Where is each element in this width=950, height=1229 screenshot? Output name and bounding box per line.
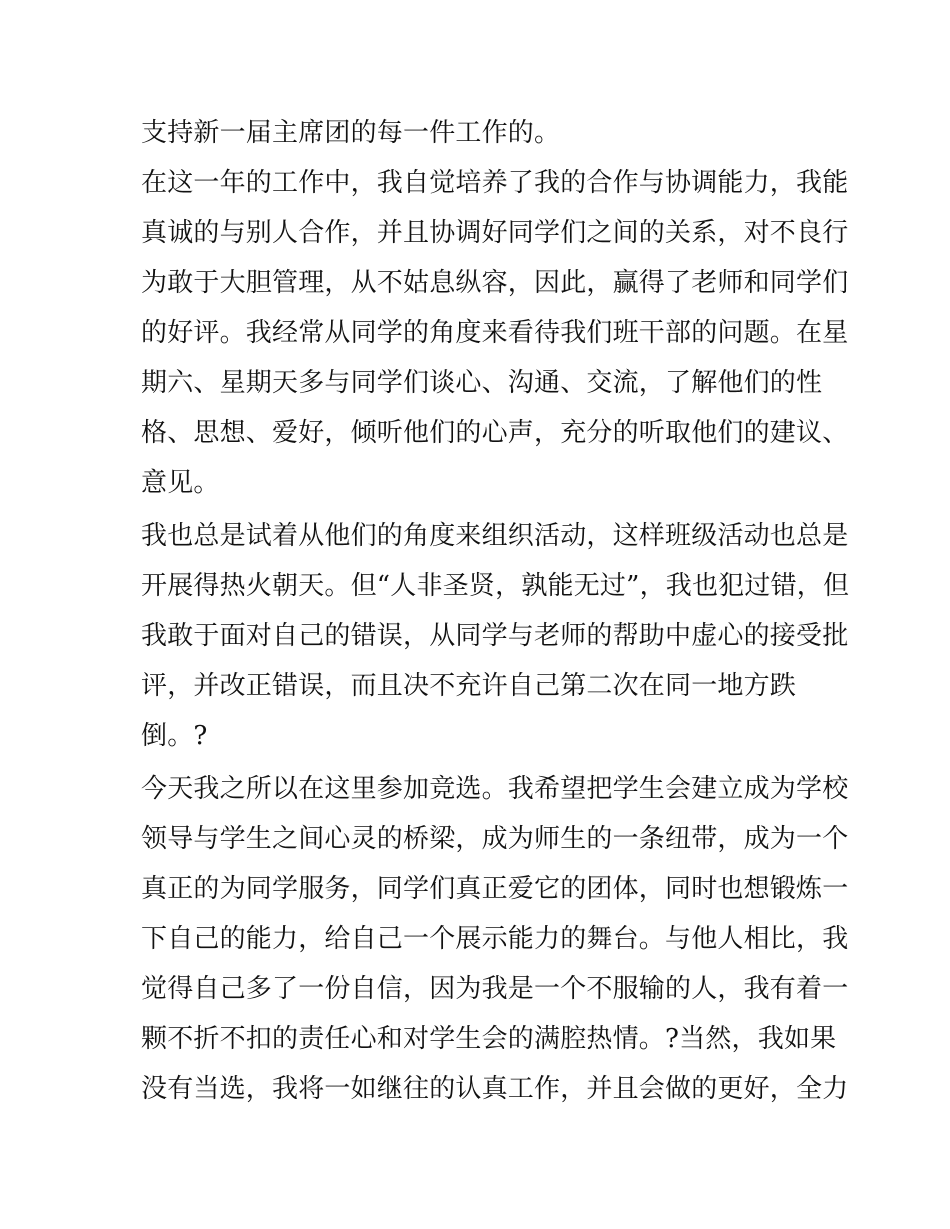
text-line: 真正的为同学服务，同学们真正爱它的团体，同时也想锻炼一 [141, 874, 849, 904]
text-line: 领导与学生之间心灵的桥梁，成为师生的一条纽带，成为一个 [141, 824, 849, 854]
text-line: 期六、星期天多与同学们谈心、沟通、交流，了解他们的性 [141, 368, 823, 398]
text-line: 意见。 [141, 468, 220, 498]
text-line: 我敢于面对自己的错误，从同学与老师的帮助中虚心的接受批 [141, 621, 849, 651]
text-line: 在这一年的工作中，我自觉培养了我的合作与协调能力，我能 [141, 168, 849, 198]
text-line: 格、思想、爱好，倾听他们的心声，充分的听取他们的建议、 [141, 418, 849, 448]
text-line: 我也总是试着从他们的角度来组织活动，这样班级活动也总是 [141, 521, 849, 551]
text-line: 没有当选，我将一如继往的认真工作，并且会做的更好，全力 [141, 1074, 849, 1104]
text-line: 开展得热火朝天。但“人非圣贤，孰能无过”，我也犯过错，但 [141, 571, 850, 601]
text-line: 今天我之所以在这里参加竞选。我希望把学生会建立成为学校 [141, 774, 849, 804]
text-line: 评，并改正错误，而且决不充许自己第二次在同一地方跌 [141, 671, 797, 701]
text-line: 觉得自己多了一份自信，因为我是一个不服输的人，我有着一 [141, 974, 849, 1004]
text-line: 为敢于大胆管理，从不姑息纵容，因此，赢得了老师和同学们 [141, 268, 849, 298]
text-line: 支持新一届主席团的每一件工作的。 [141, 118, 561, 148]
text-line: 倒。? [141, 721, 208, 751]
text-line: 真诚的与别人合作，并且协调好同学们之间的关系，对不良行 [141, 218, 849, 248]
text-line: 颗不折不扣的责任心和对学生会的满腔热情。?当然，我如果 [141, 1024, 837, 1054]
text-line: 下自己的能力，给自己一个展示能力的舞台。与他人相比，我 [141, 924, 849, 954]
text-line: 的好评。我经常从同学的角度来看待我们班干部的问题。在星 [141, 318, 849, 348]
